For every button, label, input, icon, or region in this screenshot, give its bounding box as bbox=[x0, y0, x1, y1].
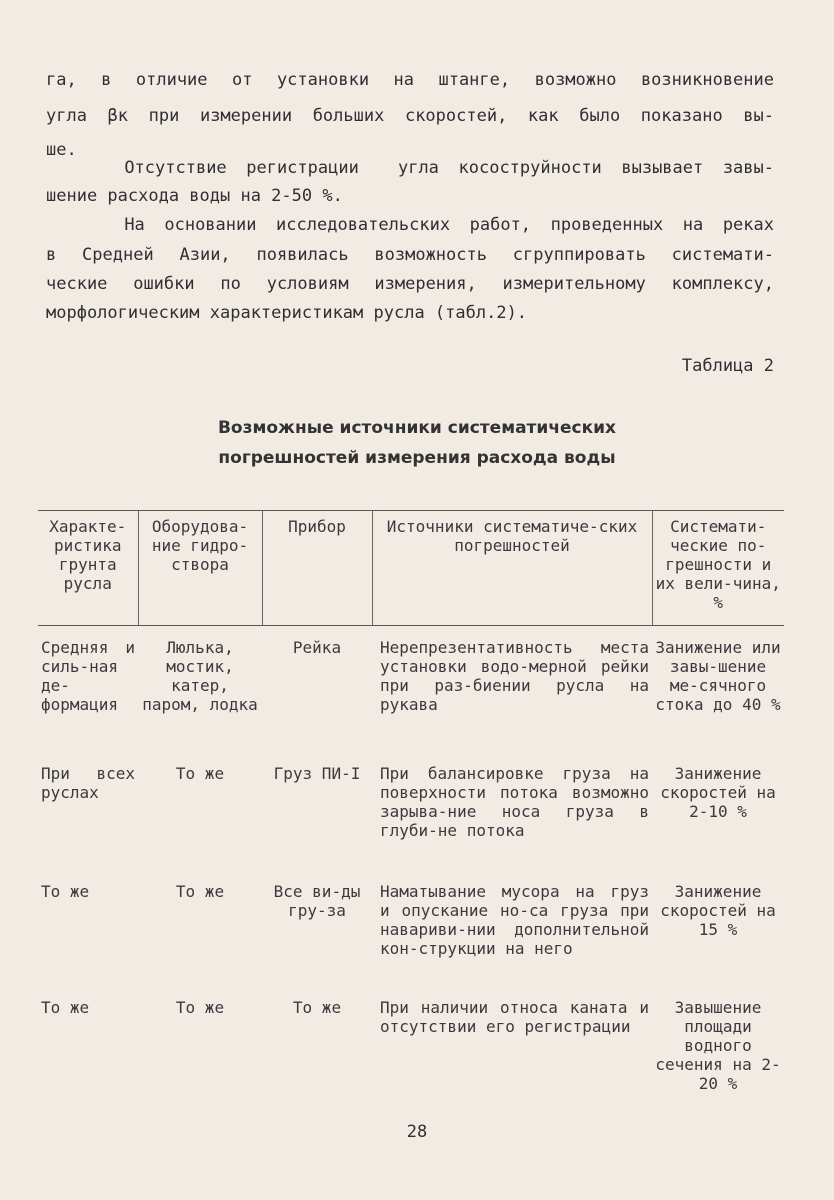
paragraph-line: На основании исследовательских работ, проведенных на реках bbox=[46, 215, 774, 235]
cell-device: Груз ПИ-I bbox=[273, 764, 361, 783]
header-errors: Системати-ческие по-грешности и их вели-чина, % bbox=[652, 511, 784, 626]
table-row bbox=[38, 764, 784, 882]
paragraph-line: ше. bbox=[46, 140, 77, 160]
cell-error: Занижение скоростей на 15 % bbox=[660, 882, 776, 939]
paragraph-line: морфологическим характеристикам русла (табл.2). bbox=[46, 303, 528, 323]
paragraph-line: га, в отличие от установки на штанге, возможно возникновение bbox=[46, 70, 774, 90]
cell-equipment: То же bbox=[175, 764, 225, 783]
paragraph-line: угла βк при измерении больших скоростей, как было показано вы- bbox=[46, 106, 774, 126]
header-soil: Характе-ристика грунта русла bbox=[38, 511, 138, 626]
table-row bbox=[38, 626, 784, 765]
table-header-row bbox=[38, 511, 784, 626]
cell-soil: Средняя и силь-ная де-формация bbox=[41, 638, 135, 714]
cell-equipment: То же bbox=[175, 998, 225, 1017]
paragraph-line: Отсутствие регистрации угла косоструйности вызывает завы- bbox=[46, 158, 774, 178]
cell-error: Занижение скоростей на 2-10 % bbox=[660, 764, 776, 821]
cell-soil: То же bbox=[41, 882, 90, 901]
paragraph-line: в Средней Азии, появилась возможность сгруппировать системати- bbox=[46, 245, 774, 265]
table-title-line-2: погрешностей измерения расхода воды bbox=[218, 448, 616, 468]
header-device: Прибор bbox=[262, 511, 372, 626]
cell-soil: При всех руслах bbox=[41, 764, 135, 802]
header-equipment: Оборудова-ние гидро-створа bbox=[138, 511, 262, 626]
cell-source: При наличии относа каната и отсутствии его регистрации bbox=[380, 998, 649, 1036]
table-row bbox=[38, 882, 784, 998]
paragraph-line: шение расхода воды на 2-50 %. bbox=[46, 186, 343, 206]
errors-table bbox=[38, 510, 784, 1093]
cell-source: При балансировке груза на поверхности потока возможно зарыва-ние носа груза в глуби-не потока bbox=[380, 764, 649, 840]
cell-equipment: Люлька, мостик, катер, паром, лодка bbox=[142, 638, 258, 714]
table-row bbox=[38, 998, 784, 1093]
table-title-line-1: Возможные источники систематических bbox=[217, 418, 617, 438]
cell-device: То же bbox=[292, 998, 342, 1017]
cell-device: Рейка bbox=[292, 638, 342, 657]
cell-source: Наматывание мусора на груз и опускание но-са груза при навариви-нии дополнительной кон-струкции на него bbox=[380, 882, 649, 958]
cell-soil: То же bbox=[41, 998, 90, 1017]
page-number: 28 bbox=[406, 1122, 428, 1142]
cell-source: Нерепрезентативность места установки водо-мерной рейки при раз-биении русла на рукава bbox=[380, 638, 649, 714]
cell-error: Завышение площади водного сечения на 2-20 % bbox=[655, 998, 781, 1093]
cell-equipment: То же bbox=[175, 882, 225, 901]
cell-device: Все ви-ды гру-за bbox=[273, 882, 361, 920]
paragraph-line: ческие ошибки по условиям измерения, измерительному комплексу, bbox=[46, 274, 774, 294]
table-label: Таблица 2 bbox=[681, 356, 774, 376]
cell-error: Занижение или завы-шение ме-сячного стока до 40 % bbox=[655, 638, 781, 714]
header-sources: Источники систематиче-ских погрешностей bbox=[372, 511, 652, 626]
